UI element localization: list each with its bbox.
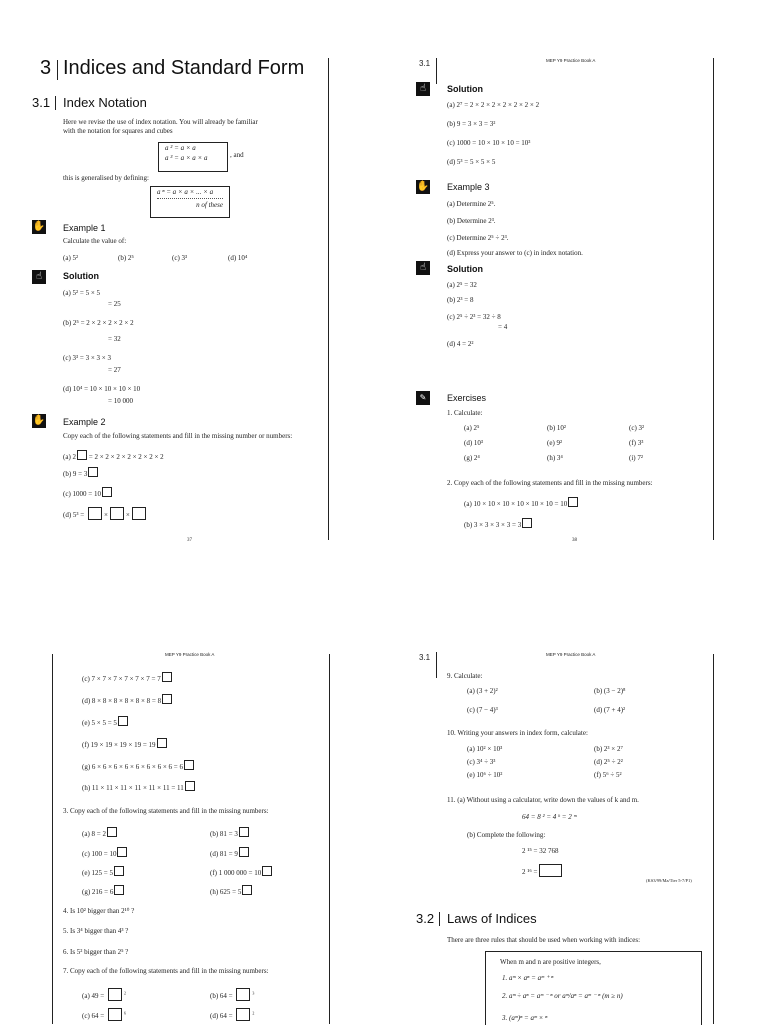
q9-c: (c) (7 − 4)³ bbox=[467, 706, 498, 714]
example-2-part-a bbox=[63, 450, 164, 461]
times-sign: × bbox=[125, 511, 130, 519]
q10-b: (b) 2³ × 2⁷ bbox=[594, 745, 623, 753]
page-39 bbox=[0, 640, 384, 1024]
question-5: 5. Is 3⁴ bigger than 4³ ? bbox=[63, 927, 129, 935]
section-3-2-intro: There are three rules that should be used when working with indices: bbox=[447, 936, 641, 944]
solution-a: (a) 2⁷ = 2 × 2 × 2 × 2 × 2 × 2 × 2 bbox=[447, 101, 540, 109]
q1-c: (c) 3² bbox=[629, 424, 645, 432]
example-2-part-b bbox=[63, 467, 98, 478]
q11-b: (b) Complete the following: bbox=[467, 831, 546, 839]
q7-a bbox=[82, 988, 126, 1001]
page-38 bbox=[384, 0, 768, 560]
q1-f: (f) 3³ bbox=[629, 439, 644, 447]
item-text: (g) 6 × 6 × 6 × 6 × 6 × 6 × 6 × 6 = 6 bbox=[82, 763, 183, 771]
q10-c: (c) 3⁴ ÷ 3³ bbox=[467, 758, 496, 766]
q11-b2-text: 2 ¹⁶ = bbox=[522, 868, 538, 876]
q3-f bbox=[210, 866, 272, 877]
q2-e bbox=[82, 716, 128, 727]
q7-text: (c) 64 = bbox=[82, 1012, 105, 1020]
solution-heading: Solution bbox=[447, 84, 483, 94]
q2-d bbox=[82, 694, 172, 705]
intro-text-1: Here we revise the use of index notation. You will already be familiar bbox=[63, 118, 258, 126]
answer-box bbox=[236, 988, 250, 1001]
q2-c bbox=[82, 672, 172, 683]
answer-box bbox=[88, 467, 98, 477]
q3-g bbox=[82, 885, 124, 896]
answer-box bbox=[77, 450, 87, 460]
q7-exponent: 2 bbox=[123, 990, 126, 996]
example-hand-icon: ✋ bbox=[416, 181, 430, 192]
q1-b: (b) 10² bbox=[547, 424, 567, 432]
q2-f bbox=[82, 738, 167, 749]
example-1-title: Example 1 bbox=[63, 223, 106, 233]
q9-b: (b) (3 − 2)⁸ bbox=[594, 687, 626, 695]
question-6: 6. Is 5² bigger than 2⁵ ? bbox=[63, 948, 129, 956]
exercises-heading: Exercises bbox=[447, 393, 487, 403]
q7-exponent: 2 bbox=[252, 1010, 255, 1016]
page-38-left-line bbox=[436, 58, 437, 84]
q3-text: (b) 81 = 3 bbox=[210, 830, 238, 838]
page-number: 37 bbox=[187, 538, 192, 543]
q3-text: (a) 8 = 2 bbox=[82, 830, 106, 838]
q9-d: (d) (7 + 4)² bbox=[594, 706, 626, 714]
solution-b-line2: = 32 bbox=[108, 335, 121, 343]
example-2-part-d bbox=[63, 507, 148, 520]
example-hand-icon: ✋ bbox=[32, 415, 46, 426]
q1-d: (d) 10³ bbox=[464, 439, 484, 447]
example-1-part-b: (b) 2⁵ bbox=[118, 254, 134, 262]
section-3-2-number: 3.2 bbox=[416, 911, 435, 926]
q2-a bbox=[464, 497, 578, 508]
solution-icon: ☝ bbox=[416, 82, 430, 96]
part-a-rest: = 2 × 2 × 2 × 2 × 2 × 2 × 2 bbox=[87, 453, 164, 461]
solution-heading: Solution bbox=[63, 271, 99, 281]
rule-3: 3. (aᵐ)ⁿ = aᵐ × ⁿ bbox=[502, 1014, 548, 1022]
solution-2-b: (b) 2³ = 8 bbox=[447, 296, 474, 304]
page-37 bbox=[0, 0, 384, 560]
generalised-text: this is generalised by defining: bbox=[63, 174, 149, 182]
solution-c-line2: = 27 bbox=[108, 366, 121, 374]
q3-b bbox=[210, 827, 249, 838]
part-d-label: (d) 5³ = bbox=[63, 511, 85, 519]
q2-b-text: (b) 3 × 3 × 3 × 3 = 3 bbox=[464, 521, 522, 529]
solution-d-line1: (d) 10⁴ = 10 × 10 × 10 × 10 bbox=[63, 385, 141, 393]
question-2: 2. Copy each of the following statements and fill in the missing numbers: bbox=[447, 479, 653, 487]
answer-box bbox=[162, 672, 172, 682]
definition-cube: a ³ = a × a × a bbox=[165, 154, 208, 162]
part-c-label: (c) 1000 = 10 bbox=[63, 490, 101, 498]
example-hand-icon: ✋ bbox=[32, 221, 46, 232]
and-text: , and bbox=[230, 151, 244, 159]
answer-box bbox=[118, 716, 128, 726]
answer-box bbox=[117, 847, 127, 857]
laws-of-indices-box bbox=[485, 951, 702, 1025]
q7-text: (a) 49 = bbox=[82, 992, 105, 1000]
solution-2-d: (d) 4 = 2² bbox=[447, 340, 474, 348]
q3-h bbox=[210, 885, 252, 896]
section-divider bbox=[55, 96, 56, 110]
solution-2-c2: = 4 bbox=[498, 323, 508, 331]
chapter-title: Indices and Standard Form bbox=[63, 57, 305, 79]
example-3-title: Example 3 bbox=[447, 182, 490, 192]
item-text: (e) 5 × 5 = 5 bbox=[82, 719, 117, 727]
q3-e bbox=[82, 866, 124, 877]
q1-e: (e) 9² bbox=[547, 439, 563, 447]
q10-d: (d) 2⁵ ÷ 2² bbox=[594, 758, 623, 766]
section-title: Index Notation bbox=[63, 95, 147, 110]
page-39-left-line bbox=[52, 654, 53, 1024]
answer-box bbox=[108, 988, 122, 1001]
solution-icon: ☝ bbox=[32, 270, 46, 284]
solution-b-line1: (b) 2⁵ = 2 × 2 × 2 × 2 × 2 bbox=[63, 319, 134, 327]
question-1: 1. Calculate: bbox=[447, 409, 483, 417]
q7-text: (b) 64 = bbox=[210, 992, 233, 1000]
solution-b: (b) 9 = 3 × 3 = 3² bbox=[447, 120, 496, 128]
answer-box bbox=[184, 760, 194, 770]
solution-a-line2: = 25 bbox=[108, 300, 121, 308]
item-text: (d) 8 × 8 × 8 × 8 × 8 × 8 = 8 bbox=[82, 697, 162, 705]
q2-a-text: (a) 10 × 10 × 10 × 10 × 10 × 10 = 10 bbox=[464, 500, 568, 508]
solution-d: (d) 5³ = 5 × 5 × 5 bbox=[447, 158, 496, 166]
answer-box bbox=[242, 885, 252, 895]
solution-icon: ☝ bbox=[416, 261, 430, 275]
answer-box bbox=[185, 781, 195, 791]
section-tab: 3.1 bbox=[419, 59, 431, 68]
q7-b bbox=[210, 988, 254, 1001]
item-text: (f) 19 × 19 × 19 × 19 = 19 bbox=[82, 741, 156, 749]
answer-box bbox=[539, 864, 562, 877]
q2-g bbox=[82, 760, 194, 771]
running-header: MEP Y9 Practice Book A bbox=[546, 652, 596, 657]
example-3-a: (a) Determine 2⁵. bbox=[447, 200, 496, 208]
answer-box bbox=[114, 866, 124, 876]
chapter-number: 3 bbox=[40, 57, 52, 79]
answer-box bbox=[568, 497, 578, 507]
q7-d bbox=[210, 1008, 254, 1021]
page-39-margin-line bbox=[329, 654, 330, 1024]
example-1-question: Calculate the value of: bbox=[63, 237, 127, 245]
section-tab: 3.1 bbox=[419, 653, 431, 662]
answer-box bbox=[162, 694, 172, 704]
answer-box bbox=[236, 1008, 250, 1021]
section-3-2-title: Laws of Indices bbox=[447, 911, 537, 926]
page-number: 38 bbox=[572, 538, 577, 543]
section-number: 3.1 bbox=[32, 95, 51, 110]
q3-text: (g) 216 = 6 bbox=[82, 888, 114, 896]
example-2-question: Copy each of the following statements and fill in the missing number or numbers: bbox=[63, 432, 293, 440]
q2-h bbox=[82, 781, 195, 792]
example-1-part-c: (c) 3³ bbox=[172, 254, 188, 262]
example-3-c: (c) Determine 2⁵ ÷ 2³. bbox=[447, 234, 509, 242]
answer-box bbox=[107, 827, 117, 837]
example-2-title: Example 2 bbox=[63, 417, 106, 427]
running-header: MEP Y9 Practice Book A bbox=[546, 58, 596, 63]
definition-square: a ² = a × a bbox=[165, 144, 196, 152]
q9-a: (a) (3 + 2)² bbox=[467, 687, 498, 695]
solution-2-c1: (c) 2⁵ ÷ 2³ = 32 ÷ 8 bbox=[447, 313, 501, 321]
rule-1: 1. aᵐ × aⁿ = aᵐ ⁺ ⁿ bbox=[502, 974, 554, 982]
example-1-part-d: (d) 10⁴ bbox=[228, 254, 248, 262]
solution-c-line1: (c) 3³ = 3 × 3 × 3 bbox=[63, 354, 111, 362]
question-10: 10. Writing your answers in index form, calculate: bbox=[447, 729, 588, 737]
source-reference: (KS3/99/Ma/Tier 5-7/P1) bbox=[646, 878, 692, 883]
q1-h: (h) 3⁴ bbox=[547, 454, 563, 462]
example-2-part-c bbox=[63, 487, 112, 498]
q3-text: (h) 625 = 5 bbox=[210, 888, 242, 896]
q2-b bbox=[464, 518, 532, 529]
page-37-margin-line bbox=[328, 58, 329, 540]
q10-f: (f) 5⁶ ÷ 5² bbox=[594, 771, 622, 779]
page-40-left-line bbox=[436, 652, 437, 678]
q7-exponent: 6 bbox=[123, 1010, 126, 1016]
question-4: 4. Is 10² bigger than 2¹⁰ ? bbox=[63, 907, 135, 915]
definition-box-general bbox=[150, 186, 230, 218]
answer-box bbox=[522, 518, 532, 528]
rules-heading: When m and n are positive integers, bbox=[500, 958, 601, 966]
exercises-icon: ✎ bbox=[416, 391, 430, 405]
item-text: (h) 11 × 11 × 11 × 11 × 11 × 11 = 11 bbox=[82, 784, 184, 792]
q7-text: (d) 64 = bbox=[210, 1012, 233, 1020]
definition-box-squares-cubes bbox=[158, 142, 228, 172]
answer-box bbox=[88, 507, 102, 520]
answer-box bbox=[239, 827, 249, 837]
answer-box bbox=[239, 847, 249, 857]
q1-g: (g) 2⁴ bbox=[464, 454, 480, 462]
example-1-part-a: (a) 5² bbox=[63, 254, 79, 262]
page-40-margin-line bbox=[713, 654, 714, 1024]
q11-b-line2 bbox=[522, 864, 562, 877]
q1-i: (i) 7² bbox=[629, 454, 643, 462]
running-header: MEP Y9 Practice Book A bbox=[165, 652, 215, 657]
page-40 bbox=[384, 640, 768, 1024]
q3-c bbox=[82, 847, 127, 858]
answer-box bbox=[102, 487, 112, 497]
solution-2-heading: Solution bbox=[447, 264, 483, 274]
answer-box bbox=[110, 507, 124, 520]
q3-d bbox=[210, 847, 249, 858]
answer-box bbox=[114, 885, 124, 895]
example-3-d: (d) Express your answer to (c) in index notation. bbox=[447, 249, 583, 257]
part-b-label: (b) 9 = 3 bbox=[63, 470, 88, 478]
q7-c bbox=[82, 1008, 126, 1021]
question-11: 11. (a) Without using a calculator, write down the values of k and m. bbox=[447, 796, 639, 804]
solution-c: (c) 1000 = 10 × 10 × 10 = 10³ bbox=[447, 139, 531, 147]
answer-box bbox=[108, 1008, 122, 1021]
q7-exponent: 3 bbox=[252, 990, 255, 996]
answer-box bbox=[132, 507, 146, 520]
question-9: 9. Calculate: bbox=[447, 672, 483, 680]
q1-a: (a) 2⁵ bbox=[464, 424, 480, 432]
solution-2-a: (a) 2⁵ = 32 bbox=[447, 281, 477, 289]
part-a-label: (a) 2 bbox=[63, 453, 77, 461]
page-38-margin-line bbox=[713, 58, 714, 540]
q3-text: (c) 100 = 10 bbox=[82, 850, 117, 858]
q3-text: (f) 1 000 000 = 10 bbox=[210, 869, 262, 877]
q11-equation: 64 = 8 ² = 4 ᵏ = 2 ᵐ bbox=[522, 813, 577, 821]
intro-text-2: with the notation for squares and cubes bbox=[63, 127, 173, 135]
q3-text: (e) 125 = 5 bbox=[82, 869, 113, 877]
q3-text: (d) 81 = 9 bbox=[210, 850, 238, 858]
definition-general: a ⁿ = a × a × ... × a bbox=[157, 189, 223, 199]
q3-a bbox=[82, 827, 117, 838]
section-3-2-divider bbox=[439, 912, 440, 926]
question-3: 3. Copy each of the following statements and fill in the missing numbers: bbox=[63, 807, 269, 815]
times-sign: × bbox=[103, 511, 108, 519]
item-text: (c) 7 × 7 × 7 × 7 × 7 × 7 = 7 bbox=[82, 675, 161, 683]
q10-a: (a) 10² × 10³ bbox=[467, 745, 503, 753]
question-7: 7. Copy each of the following statements and fill in the missing numbers: bbox=[63, 967, 269, 975]
answer-box bbox=[262, 866, 272, 876]
q11-b-line1: 2 ¹⁵ = 32 768 bbox=[522, 847, 559, 855]
solution-d-line2: = 10 000 bbox=[108, 397, 133, 405]
q10-e: (e) 10⁶ ÷ 10² bbox=[467, 771, 503, 779]
chapter-divider bbox=[57, 60, 58, 80]
answer-box bbox=[157, 738, 167, 748]
rule-2: 2. aᵐ ÷ aⁿ = aᵐ ⁻ ⁿ or aᵐ/aⁿ = aᵐ ⁻ ⁿ (m ≥ n) bbox=[502, 992, 623, 1000]
solution-a-line1: (a) 5² = 5 × 5 bbox=[63, 289, 101, 297]
definition-n-of-these: n of these bbox=[196, 201, 223, 209]
example-3-b: (b) Determine 2³. bbox=[447, 217, 496, 225]
